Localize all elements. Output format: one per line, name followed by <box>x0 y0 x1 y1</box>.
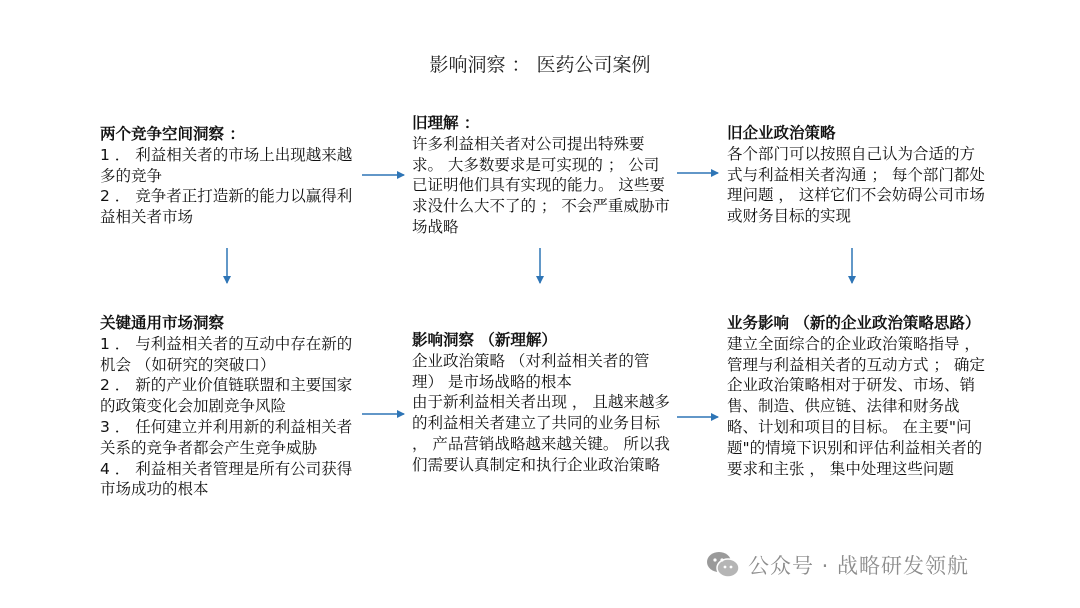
key-market-insight-item: 1 ． 与利益相关者的互动中存在新的机会 （如研究的突破口） <box>100 334 353 374</box>
new-understanding-heading: 影响洞察 （新理解） <box>412 331 557 349</box>
business-impact-heading: 业务影响 （新的企业政治策略思路） <box>727 314 981 332</box>
business-impact-text: 建立全面综合的企业政治策略指导 ， 管理与利益相关者的互动方式 ； 确定企业政治策略相对于研发、市场、销售、制造、供应链、法律和财务战略、计划和项目的目标。 在主要"问题"的情境下识别和评估利益相关者的要求和主张 ， 集中处理这些问题 <box>727 334 985 478</box>
competition-insight-item: 2 ． 竞争者正打造新的能力以赢得利益相关者市场 <box>100 187 353 227</box>
watermark <box>706 548 969 582</box>
key-market-insight-heading: 关键通用市场洞察 <box>100 314 225 332</box>
old-strategy-heading: 旧企业政治策略 <box>727 124 836 142</box>
competition-insight-item: 1 ． 利益相关者的市场上出现越来越多的竞争 <box>100 145 353 185</box>
wechat-icon <box>706 550 740 580</box>
key-market-insight-item: 4 ． 利益相关者管理是所有公司获得市场成功的根本 <box>100 459 353 499</box>
watermark-text: 公众号 · 战略研发领航 <box>748 554 970 578</box>
page-title: 影响洞察 ： 医药公司案例 <box>429 54 651 76</box>
old-strategy-text: 各个部门可以按照自己认为合适的方式与利益相关者沟通 ； 每个部门都处理问题 ， 这样它们不会妨碍公司市场或财务目标的实现 <box>727 144 985 226</box>
new-understanding-text: 由于新利益相关者出现 ， 且越来越多的利益相关者建立了共同的业务目标 ， 产品营销战略越来越关键。 所以我们需要认真制定和执行企业政治策略 <box>412 393 670 474</box>
competition-insight-heading: 两个竞争空间洞察 ： <box>100 125 245 143</box>
new-understanding-text: 企业政治策略 （对利益相关者的管理） 是市场战略的根本 <box>412 351 650 391</box>
key-market-insight-item: 3 ． 任何建立并利用新的利益相关者关系的竞争者都会产生竞争威胁 <box>100 417 353 457</box>
key-market-insight-item: 2 ． 新的产业价值链联盟和主要国家的政策变化会加剧竞争风险 <box>100 376 353 416</box>
old-understanding-text: 许多利益相关者对公司提出特殊要求。 大多数要求是可实现的 ； 公司已证明他们具有实现的能力。 这些要求没什么大不了的 ； 不会严重威胁市场战略 <box>412 134 670 236</box>
old-understanding-heading: 旧理解 ： <box>412 114 480 132</box>
